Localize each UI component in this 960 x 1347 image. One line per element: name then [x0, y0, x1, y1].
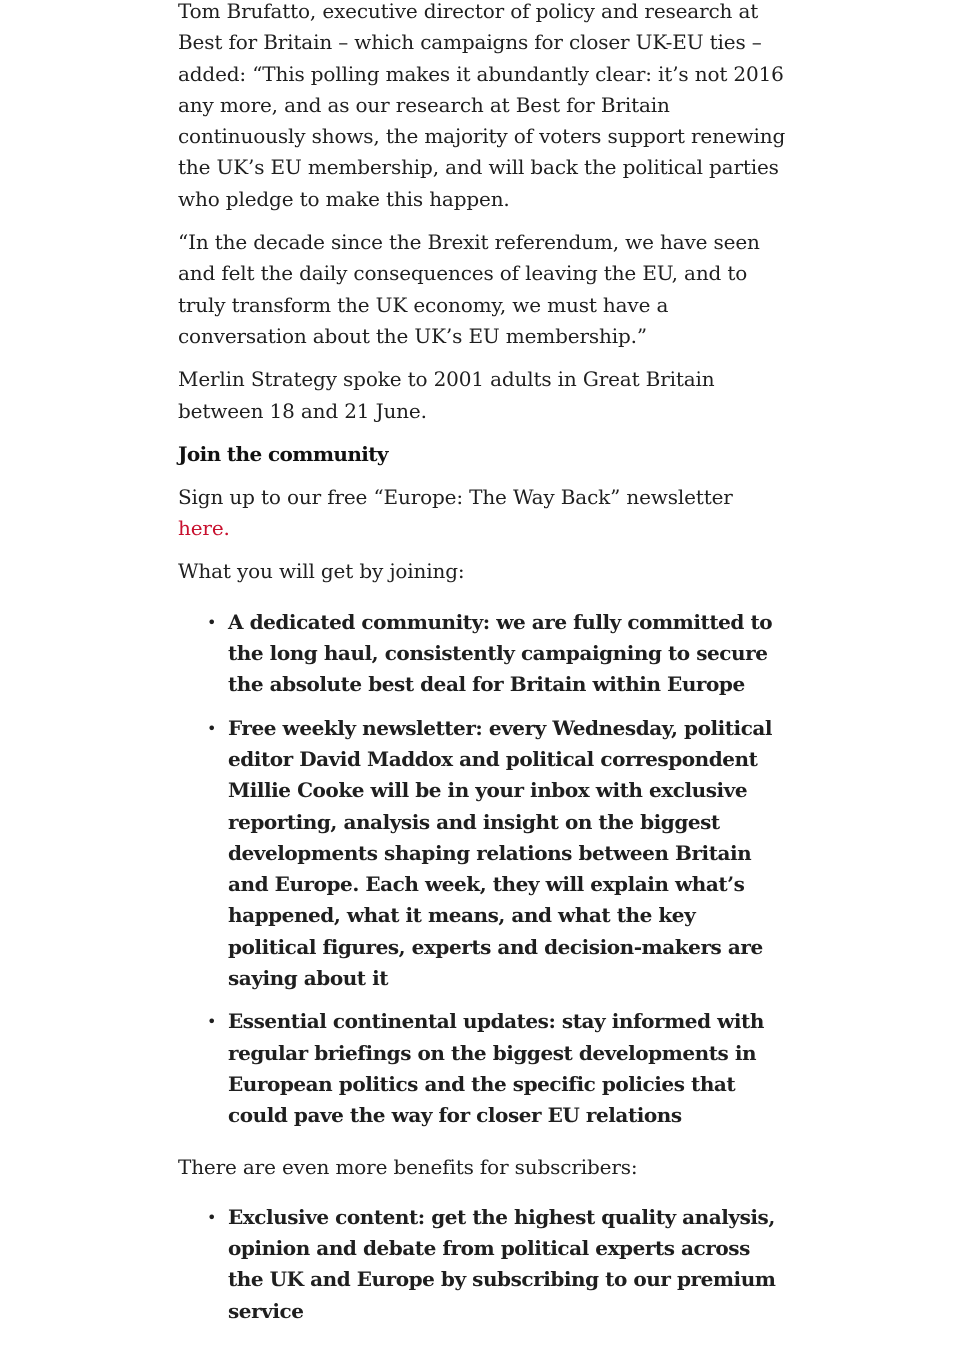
joining-intro: What you will get by joining: [178, 559, 465, 584]
bullet-icon: • [207, 718, 216, 738]
benefit-text: Exclusive content: get the highest quality analysis, opinion and debate from political experts across the UK and Europe by subscribing to our premium service [228, 1204, 776, 1323]
subscribers-intro: There are even more benefits for subscribers: [178, 1154, 638, 1179]
bullet-icon: • [207, 1012, 216, 1032]
benefit-text: Essential continental updates: stay informed with regular briefings on the biggest developments in European politics and the specific policies that could pave the way for closer EU relations [228, 1009, 764, 1128]
joining-benefits-list [178, 607, 788, 1132]
quote-paragraph-brufatto: Tom Brufatto, executive director of policy and research at Best for Britain – which campaigns for closer UK-EU ties – added: “This polling makes it abundantly clear: it’s not 2016 any more, and as our research at Best for Britain continuously shows, the majority of voters support renewing the UK’s EU membership, and will back the political parties who pledge to make this happen. [178, 0, 786, 211]
newsletter-signup-text: Sign up to our free “Europe: The Way Back” newsletter [178, 484, 733, 509]
bullet-icon: • [207, 1207, 216, 1227]
newsletter-signup-link[interactable]: here. [178, 516, 230, 541]
join-community-heading: Join the community [178, 441, 388, 466]
subscriber-benefits-list [178, 1202, 788, 1327]
list-item [207, 1202, 788, 1327]
benefit-text: Free weekly newsletter: every Wednesday, political editor David Maddox and political correspondent Millie Cooke will be in your inbox with exclusive reporting, analysis and insight on the biggest developments shaping relations between Britain and Europe. Each week, they will explain what’s happened, what it means, and what the key political figures, experts and decision-makers are saying about it [228, 715, 773, 991]
list-item [207, 1006, 788, 1131]
newsletter-signup-paragraph [178, 482, 788, 545]
quote-paragraph-decade: “In the decade since the Brexit referendum, we have seen and felt the daily consequences of leaving the EU, and to truly transform the UK economy, we must have a conversation about the UK’s EU membership.” [178, 230, 760, 348]
bullet-icon: • [207, 612, 216, 632]
list-item [207, 607, 788, 701]
benefit-text: A dedicated community: we are fully committed to the long haul, consistently campaigning to secure the absolute best deal for Britain within Europe [228, 609, 773, 697]
poll-methodology-paragraph: Merlin Strategy spoke to 2001 adults in Great Britain between 18 and 21 June. [178, 367, 715, 423]
list-item [207, 713, 788, 995]
article-body [178, 0, 788, 1347]
